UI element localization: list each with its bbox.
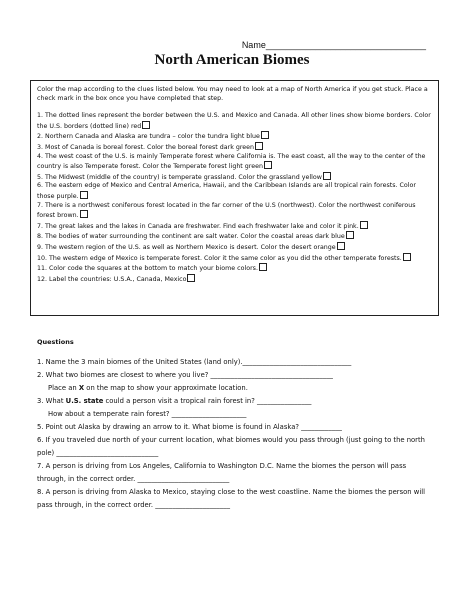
step-5: 5. The Midwest (middle of the country) is temperate grassland. Color the grassland yellow	[37, 172, 432, 183]
question-2-note: Place an X on the map to show your approximate location.	[48, 384, 248, 392]
checkbox[interactable]	[323, 172, 331, 180]
question-3: 3. What U.S. state could a person visit a tropical rain forest in? ________________	[37, 397, 312, 405]
step-12: 12. Label the countries: U.S.A., Canada, Mexico	[37, 274, 432, 285]
page-title: North American Biomes	[154, 52, 310, 68]
instructions-box	[30, 80, 439, 316]
checkbox[interactable]	[187, 274, 195, 282]
checkbox[interactable]	[80, 210, 88, 218]
question-2: 2. What two biomes are closest to where you live? ____________________________________	[37, 371, 333, 379]
checkbox[interactable]	[142, 121, 150, 129]
question-8: 8. A person is driving from Alaska to Mexico, staying close to the west coastline. Name the biomes the person will pass through, in the correct order. ______________________	[37, 488, 425, 509]
questions-section	[37, 338, 437, 512]
step-11: 11. Color code the squares at the bottom to match your biome colors.	[37, 263, 432, 274]
step-8: 8. The bodies of water surrounding the continent are salt water. Color the coastal areas dark blue	[37, 231, 432, 242]
checkbox[interactable]	[360, 221, 368, 229]
checkbox[interactable]	[337, 242, 345, 250]
question-7: 7. A person is driving from Los Angeles, California to Washington D.C. Name the biomes the person will pass through, in the correct order. ___________________________	[37, 462, 407, 483]
checkbox[interactable]	[255, 142, 263, 150]
instructions-intro: Color the map according to the clues listed below. You may need to look at a map of North America if you get stuck. Place a check mark in the box once you have completed that step.	[37, 86, 428, 102]
name-field[interactable]: Name________________________________	[241, 40, 426, 50]
step-1: 1. The dotted lines represent the border between the U.S. and Mexico and Canada. All other lines show biome borders. Color the U.S. borders (dotted line) red	[37, 112, 431, 130]
checkbox[interactable]	[259, 263, 267, 271]
step-9: 9. The western region of the U.S. as well as Northern Mexico is desert. Color the desert orange	[37, 242, 432, 253]
question-5: 5. Point out Alaska by drawing an arrow to it. What biome is found in Alaska? ____________	[37, 423, 342, 431]
step-4: 4. The west coast of the U.S. is mainly Temperate forest where California is. The east coast, all the way to the center of the country is also Temperate forest. Color the Temperate forest light green	[37, 152, 426, 171]
checkbox[interactable]	[264, 161, 272, 169]
questions-heading: Questions	[37, 338, 74, 346]
checkbox[interactable]	[261, 131, 269, 139]
checkbox[interactable]	[346, 231, 354, 239]
checkbox[interactable]	[403, 253, 411, 261]
question-1: 1. Name the 3 main biomes of the United States (land only).________________________________	[37, 358, 352, 366]
checkbox[interactable]	[80, 191, 88, 199]
question-6: 6. If you traveled due north of your current location, what biomes would you pass through (just going to the north pole) ______________________________	[37, 436, 425, 457]
step-7: 7. There is a northwest coniferous forest located in the far corner of the U.S (northwest). Color the northwest coniferous forest brown.	[37, 201, 416, 220]
step-3: 3. Most of Canada is boreal forest. Color the boreal forest dark green	[37, 142, 432, 153]
step-7b: 7. The great lakes and the lakes in Canada are freshwater. Find each freshwater lake and color it pink.	[37, 221, 432, 232]
step-2: 2. Northern Canada and Alaska are tundra – color the tundra light blue	[37, 131, 432, 142]
step-10: 10. The western edge of Mexico is temperate forest. Color it the same color as you did the other temperate forests.	[37, 253, 432, 264]
question-3-followup: How about a temperate rain forest? ______________________	[48, 410, 247, 418]
step-6: 6. The eastern edge of Mexico and Central America, Hawaii, and the Caribbean Islands are all tropical rain forests. Color those purple.	[37, 182, 416, 200]
